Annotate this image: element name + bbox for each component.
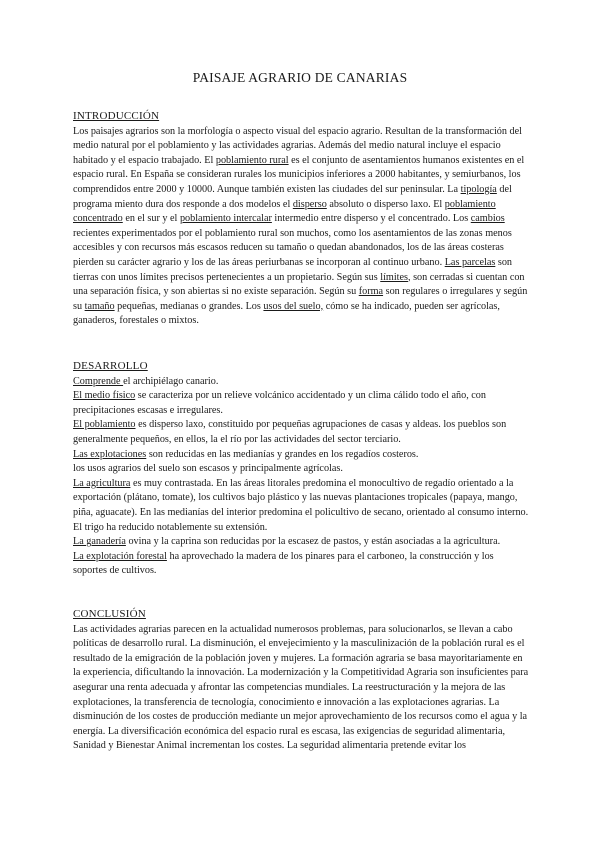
heading-conclusion: CONCLUSIÓN — [73, 608, 146, 620]
underlined-term: tamaño — [84, 300, 115, 312]
text-run: es el conjunto de asentamientos humanos existentes en el espacio rural. En España se consideran rurales los municipios inferiores a 2000 habitantes, y semiurbanos, los comprendidos entre 2000 y 10000. Aunque también existen las ciudades del sur peninsular. La — [73, 154, 525, 195]
underlined-term: tipología — [460, 183, 497, 195]
underlined-term: Las parcelas — [444, 256, 496, 268]
desarrollo-paragraphs — [73, 375, 529, 579]
underlined-term: poblamiento concentrado — [73, 198, 496, 225]
intro-paragraph — [73, 125, 529, 329]
text-run: se caracteriza por un relieve volcánico accidentado y un clima cálido todo el año, con precipitaciones escasas e irregulares. — [73, 390, 486, 416]
text-run: ovina y la caprina son reducidas por la escasez de pastos, y están asociadas a la agricultura. — [125, 536, 501, 548]
underlined-term: poblamiento intercalar — [179, 213, 272, 225]
section-desarrollo — [73, 359, 529, 579]
desarrollo-paragraph — [73, 462, 529, 477]
underlined-term: El poblamiento — [73, 419, 136, 431]
underlined-term: La ganadería — [73, 536, 126, 548]
text-run: Los paisajes agrarios son la morfología o aspecto visual del espacio agrario. Resultan de la transformación del medio natural por el poblamiento y las actividades agrarias. Además del medio natural incluye el espacio habitado y el espacio trabajado. El — [73, 125, 522, 166]
section-introduccion — [73, 109, 529, 329]
text-run: recientes experimentados por el poblamiento rural son muchos, como los asentamientos de las zonas menos accesibles y con recursos más escasos reducen su tamaño o quedan abandonados, los de las áreas costeras pierden su carácter agrario y los de las áreas periurbanas se incorporan al continuo urbano. — [73, 227, 512, 268]
text-run: los usos agrarios del suelo son escasos y principalmente agrícolas. — [73, 463, 343, 475]
underlined-term: usos del suelo, — [263, 300, 324, 312]
underlined-term: Las explotaciones — [73, 448, 147, 460]
text-run: intermedio entre disperso y el concentrado. Los — [271, 213, 471, 225]
text-run: son tierras con unos límites precisos pertenecientes a un propietario. Según sus — [73, 256, 513, 283]
underlined-term: El medio físico — [73, 390, 136, 402]
desarrollo-paragraph — [73, 448, 529, 463]
underlined-term: La agricultura — [73, 477, 131, 489]
underlined-term: cambios — [470, 213, 505, 225]
text-run: es muy contrastada. En las áreas litorales predomina el monocultivo de regadío orientado a la exportación (plátano, tomate), los cultivos bajo plástico y las nuevas plantaciones tropicales (papaya, mango, piña, aguacate). En las medianías del interior predomina el policultivo de secano, orientado al consumo interno. El trigo ha reducido notablemente su extensión. — [73, 477, 529, 533]
desarrollo-paragraph — [73, 389, 529, 418]
text-run: pequeñas, medianas o grandes. Los — [114, 300, 264, 312]
underlined-term: Comprende — [73, 375, 124, 387]
text-run: en el sur y el — [122, 213, 180, 225]
text-run: son regulares o irregulares y según su — [73, 286, 528, 312]
document-title: PAISAJE AGRARIO DE CANARIAS — [192, 70, 408, 85]
text-run: son reducidas en las medianías y grandes en los regadíos costeros. — [146, 448, 419, 460]
text-run: , son cerradas si cuentan con una separación física, y son abiertas si no existe separación. Según su — [73, 271, 525, 298]
desarrollo-paragraph — [73, 477, 529, 535]
section-conclusion — [73, 607, 529, 754]
underlined-term: La explotación forestal — [73, 550, 167, 562]
underlined-term: forma — [358, 286, 384, 298]
text-run: cómo se ha indicado, pueden ser agrícolas, ganaderos, forestales o mixtos. — [73, 300, 500, 327]
conclusion-paragraph: Las actividades agrarias parecen en la actualidad numerosos problemas, para solucionarlos, se llevan a cabo políticas de desarrollo rural. La disminución, el envejecimiento y la masculinización de la población rural es el resultado de la emigración de la población joven y mujeres. La formación agraria se basa mayoritariamente en la experiencia, dificultando la innovación. La modernización y la Competitividad Agraria son insuficientes para asegurar una renta adecuada y afrontar las competencias mundiales. La reestructuración y la mejora de las explotaciones, la transferencia de tecnología, conocimiento e innovación a las explotaciones agrarias. La disminución de los costes de producción mediante un mejor aprovechamiento de los recursos como el agua y la energía. La diversificación económica del espacio rural es escasa, las exigencias de seguridad alimentaria, Sanidad y Bienestar Animal incrementan los costes. La seguridad alimentaria pretende evitar los — [73, 623, 529, 752]
heading-introduccion: INTRODUCCIÓN — [73, 110, 160, 122]
desarrollo-paragraph — [73, 418, 529, 447]
underlined-term: disperso — [292, 198, 327, 210]
underlined-term: límites — [380, 271, 408, 283]
text-run: ha aprovechado la madera de los pinares para el carboneo, la construcción y los soportes de cultivos. — [73, 550, 494, 577]
text-run: del programa miento dura dos responde a dos modelos el — [73, 183, 512, 210]
heading-desarrollo: DESARROLLO — [73, 360, 148, 372]
underlined-term: poblamiento rural — [215, 154, 289, 166]
text-run: absoluto o disperso laxo. El — [326, 198, 445, 210]
text-run: el archipiélago canario. — [123, 375, 219, 387]
desarrollo-paragraph — [73, 535, 529, 550]
desarrollo-paragraph — [73, 375, 529, 390]
desarrollo-paragraph — [73, 550, 529, 579]
text-run: es disperso laxo, constituido por pequeñas agrupaciones de casas y aldeas. los pueblos son generalmente pequeños, en ellos, la el río por las actividades del sector terciario. — [73, 419, 507, 445]
